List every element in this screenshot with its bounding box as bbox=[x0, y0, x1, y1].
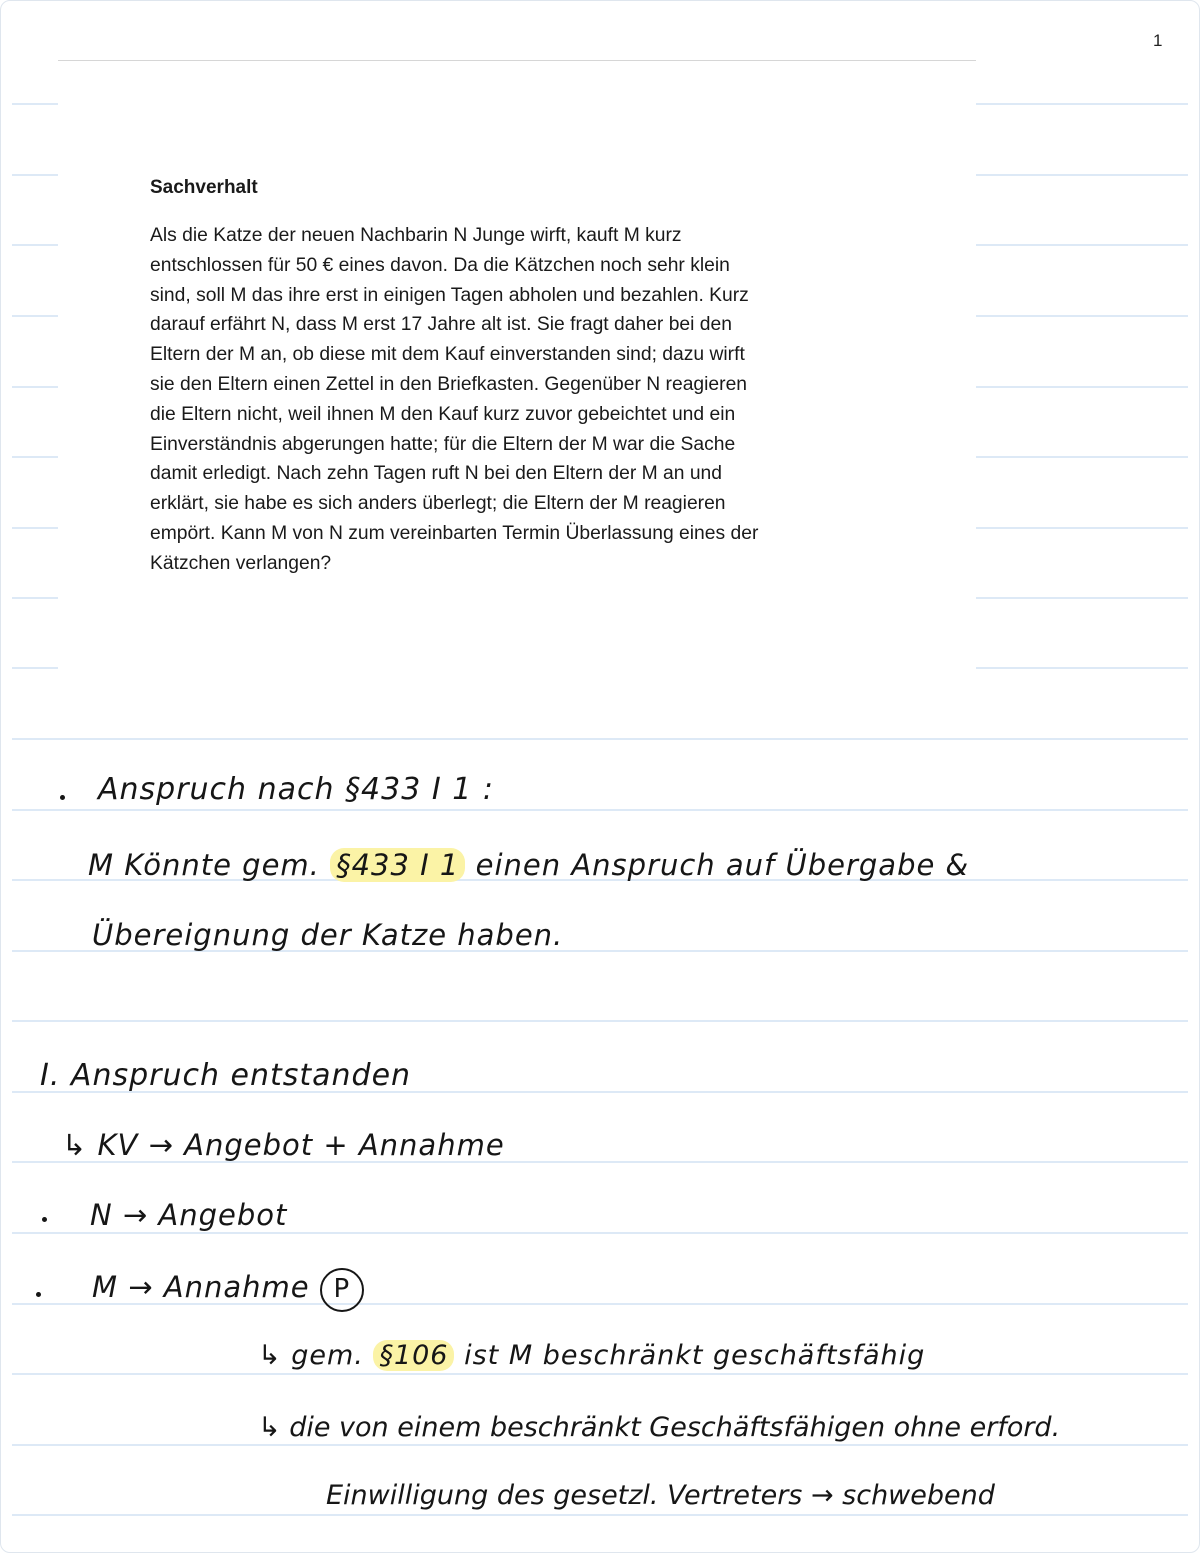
ruled-line bbox=[12, 667, 58, 669]
ruled-line bbox=[12, 103, 58, 105]
note-text: M → Annahme bbox=[92, 1270, 310, 1304]
document-line: sind, soll M das ihre erst in einigen Tagen abholen und bezahlen. Kurz bbox=[150, 284, 749, 306]
ruled-line bbox=[976, 315, 1188, 317]
ruled-line bbox=[976, 597, 1188, 599]
document-line: Eltern der M an, ob diese mit dem Kauf einverstanden sind; dazu wirft bbox=[150, 344, 745, 366]
document-line: die Eltern nicht, weil ihnen M den Kauf kurz zuvor gebeichtet und ein bbox=[150, 403, 736, 425]
ruled-line bbox=[12, 527, 58, 529]
page-number: 1 bbox=[1153, 31, 1163, 50]
ruled-line bbox=[12, 244, 58, 246]
document-body bbox=[150, 221, 870, 579]
ruled-line bbox=[976, 456, 1188, 458]
document-line: Als die Katze der neuen Nachbarin N Junge wirft, kauft M kurz bbox=[150, 225, 682, 246]
note-line: ↳ KV → Angebot + Annahme bbox=[62, 1128, 505, 1162]
document-line: empört. Kann M von N zum vereinbarten Termin Überlassung eines der bbox=[150, 522, 759, 544]
ruled-line bbox=[976, 103, 1188, 105]
highlighted-paragraph: §433 I 1 bbox=[330, 848, 465, 882]
ruled-line bbox=[976, 174, 1188, 176]
note-line bbox=[88, 848, 969, 882]
note-line: ↳ die von einem beschränkt Geschäftsfähigen ohne erford. bbox=[258, 1412, 1061, 1443]
note-text: M Könnte gem. bbox=[88, 848, 320, 882]
document-heading: Sachverhalt bbox=[150, 177, 258, 198]
ruled-line bbox=[12, 597, 58, 599]
ruled-line bbox=[12, 1373, 1188, 1375]
ruled-line bbox=[976, 244, 1188, 246]
ruled-line bbox=[12, 174, 58, 176]
ruled-line bbox=[12, 456, 58, 458]
ruled-line bbox=[12, 809, 1188, 811]
ruled-line bbox=[12, 738, 1188, 740]
document-line: Kätzchen verlangen? bbox=[150, 552, 332, 574]
document-line: erklärt, sie habe es sich anders überlegt; die Eltern der M reagieren bbox=[150, 493, 726, 515]
problem-circle-icon: P bbox=[320, 1268, 364, 1312]
ruled-line bbox=[976, 527, 1188, 529]
note-line: Anspruch nach §433 I 1 : bbox=[98, 772, 494, 807]
ruled-line bbox=[12, 1232, 1188, 1234]
document-line: entschlossen für 50 € eines davon. Da die Kätzchen noch sehr klein bbox=[150, 254, 730, 276]
note-text: einen Anspruch auf Übergabe & bbox=[475, 848, 970, 882]
document-line: darauf erfährt N, dass M erst 17 Jahre alt ist. Sie fragt daher bei den bbox=[150, 314, 732, 336]
note-line bbox=[258, 1340, 925, 1371]
ruled-line bbox=[12, 315, 58, 317]
bullet-dot bbox=[42, 1217, 47, 1222]
document-line: sie den Eltern einen Zettel in den Briefkasten. Gegenüber N reagieren bbox=[150, 373, 748, 395]
ruled-line bbox=[12, 1514, 1188, 1516]
highlighted-paragraph: §106 bbox=[373, 1340, 454, 1371]
note-line bbox=[92, 1268, 364, 1312]
document-line: damit erledigt. Nach zehn Tagen ruft N bei den Eltern der M an und bbox=[150, 463, 722, 485]
note-line: Übereignung der Katze haben. bbox=[92, 918, 564, 952]
ruled-line bbox=[12, 386, 58, 388]
note-text: ↳ gem. bbox=[258, 1340, 364, 1371]
top-rule bbox=[58, 60, 976, 61]
ruled-line bbox=[976, 667, 1188, 669]
note-line: N → Angebot bbox=[90, 1198, 288, 1232]
ruled-line bbox=[12, 1020, 1188, 1022]
note-heading: I. Anspruch entstanden bbox=[40, 1058, 412, 1093]
note-text: ist M beschränkt geschäftsfähig bbox=[464, 1340, 926, 1371]
bullet-dot bbox=[36, 1292, 41, 1297]
ruled-line bbox=[12, 1444, 1188, 1446]
bullet-dot bbox=[60, 795, 65, 800]
ruled-line bbox=[976, 386, 1188, 388]
note-line: Einwilligung des gesetzl. Vertreters → schwebend bbox=[326, 1480, 995, 1511]
document-line: Einverständnis abgerungen hatte; für die Eltern der M war die Sache bbox=[150, 433, 736, 455]
